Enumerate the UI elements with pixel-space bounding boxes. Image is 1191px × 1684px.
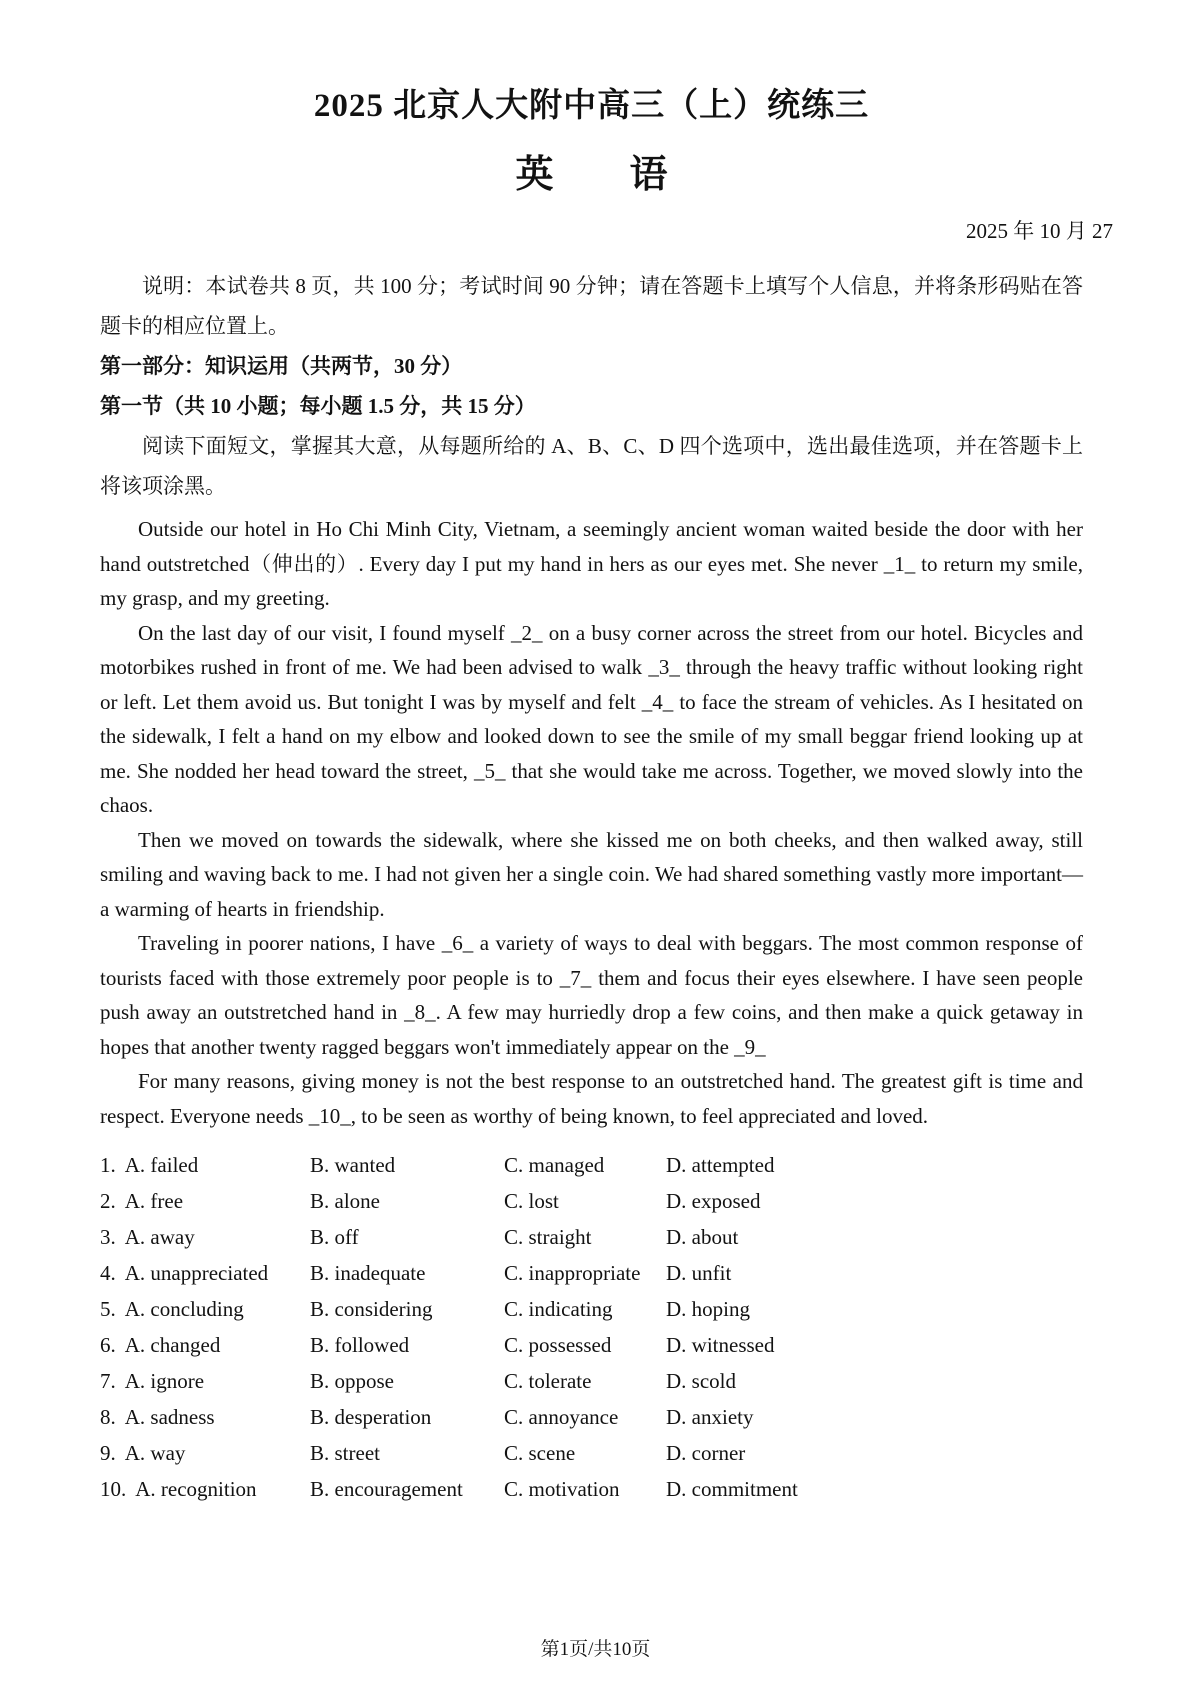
option-a: A. way <box>124 1441 186 1465</box>
question-row <box>100 1399 1083 1435</box>
part1-heading: 第一部分：知识运用（共两节，30 分） <box>100 354 463 378</box>
exam-date: 2025 年 10 月 27 <box>966 219 1113 243</box>
option-d: D. attempted <box>666 1153 775 1177</box>
question-number: 7. <box>100 1369 116 1393</box>
question-number: 1. <box>100 1153 116 1177</box>
option-c: C. annoyance <box>504 1405 619 1429</box>
option-d: D. corner <box>666 1441 746 1465</box>
option-c: C. lost <box>504 1189 559 1213</box>
option-a: A. changed <box>124 1333 221 1357</box>
question-row <box>100 1147 1083 1183</box>
passage-paragraph: Then we moved on towards the sidewalk, where she kissed me on both cheeks, and then walked away, still smiling and waving back to me. I had not given her a single coin. We had shared something vastly more important—a warming of hearts in friendship. <box>100 827 1083 921</box>
option-b: B. off <box>310 1225 359 1249</box>
option-c: C. straight <box>504 1225 592 1249</box>
question-cell-a <box>100 1399 310 1435</box>
question-list <box>100 1147 1083 1507</box>
option-b: B. street <box>310 1441 380 1465</box>
option-d: D. unfit <box>666 1261 732 1285</box>
question-number: 2. <box>100 1189 116 1213</box>
option-b: B. encouragement <box>310 1477 463 1501</box>
option-c: C. scene <box>504 1441 576 1465</box>
question-cell-a <box>100 1327 310 1363</box>
option-d: D. hoping <box>666 1297 750 1321</box>
option-b: B. inadequate <box>310 1261 426 1285</box>
question-row <box>100 1219 1083 1255</box>
option-d: D. anxiety <box>666 1405 754 1429</box>
option-c: C. motivation <box>504 1477 620 1501</box>
passage-paragraph: On the last day of our visit, I found myself _2_ on a busy corner across the street from our hotel. Bicycles and motorbikes rushed in front of me. We had been advised to walk _3_ through the heavy traffic without looking right or left. Let them avoid us. But tonight I was by myself and felt _4_ to face the stream of vehicles. As I hesitated on the sidewalk, I felt a hand on my elbow and looked down to see the smile of my small beggar friend looking up at me. She nodded her head toward the street, _5_ that she would take me across. Together, we moved slowly into the chaos. <box>100 620 1083 817</box>
option-b: B. wanted <box>310 1153 396 1177</box>
question-cell-a <box>100 1291 310 1327</box>
exam-notice: 说明：本试卷共 8 页，共 100 分；考试时间 90 分钟；请在答题卡上填写个人信息，并将条形码贴在答题卡的相应位置上。 <box>100 274 1083 338</box>
option-a: A. recognition <box>135 1477 257 1501</box>
passage-paragraph: For many reasons, giving money is not the best response to an outstretched hand. The greatest gift is time and respect. Everyone needs _10_, to be seen as worthy of being known, to feel appreciated and loved. <box>100 1069 1083 1128</box>
question-row <box>100 1435 1083 1471</box>
option-a: A. unappreciated <box>124 1261 269 1285</box>
question-cell-a <box>100 1183 310 1219</box>
question-cell-a <box>100 1363 310 1399</box>
passage <box>100 512 1083 1133</box>
option-a: A. concluding <box>124 1297 244 1321</box>
option-d: D. exposed <box>666 1189 761 1213</box>
option-b: B. considering <box>310 1297 433 1321</box>
question-cell-a <box>100 1255 310 1291</box>
question-cell-a <box>100 1219 310 1255</box>
option-c: C. inappropriate <box>504 1261 641 1285</box>
question-number: 6. <box>100 1333 116 1357</box>
option-a: A. failed <box>124 1153 199 1177</box>
question-number: 10. <box>100 1477 127 1501</box>
page-number: 第1页/共10页 <box>540 1639 651 1660</box>
question-number: 5. <box>100 1297 116 1321</box>
question-number: 4. <box>100 1261 116 1285</box>
question-row <box>100 1363 1083 1399</box>
question-cell-a <box>100 1435 310 1471</box>
option-b: B. oppose <box>310 1369 394 1393</box>
option-a: A. away <box>124 1225 195 1249</box>
option-b: B. alone <box>310 1189 380 1213</box>
question-row <box>100 1255 1083 1291</box>
passage-paragraph: Traveling in poorer nations, I have _6_ a variety of ways to deal with beggars. The most common response of tourists faced with those extremely poor people is to _7_ them and focus their eyes elsewhere. I have seen people push away an outstretched hand in _8_. A few may hurriedly drop a few coins, and then make a quick getaway in hopes that another twenty ragged beggars won't immediately appear on the _9_ <box>100 931 1083 1059</box>
option-b: B. desperation <box>310 1405 432 1429</box>
exam-title: 2025 北京人大附中高三（上）统练三 <box>313 88 870 124</box>
passage-paragraph: Outside our hotel in Ho Chi Minh City, Vietnam, a seemingly ancient woman waited beside the door with her hand outstretched（伸出的）. Every day I put my hand in hers as our eyes met. She never _1_ to return my smile, my grasp, and my greeting. <box>100 517 1083 610</box>
option-c: C. possessed <box>504 1333 612 1357</box>
option-a: A. ignore <box>124 1369 205 1393</box>
question-row <box>100 1183 1083 1219</box>
option-b: B. followed <box>310 1333 410 1357</box>
section1-heading: 第一节（共 10 小题；每小题 1.5 分，共 15 分） <box>100 394 536 418</box>
option-c: C. indicating <box>504 1297 613 1321</box>
option-d: D. commitment <box>666 1477 798 1501</box>
option-c: C. managed <box>504 1153 605 1177</box>
section1-directions: 阅读下面短文，掌握其大意，从每题所给的 A、B、C、D 四个选项中，选出最佳选项，并在答题卡上将该项涂黑。 <box>100 434 1083 498</box>
option-c: C. tolerate <box>504 1369 592 1393</box>
option-a: A. free <box>124 1189 184 1213</box>
question-number: 9. <box>100 1441 116 1465</box>
option-d: D. about <box>666 1225 739 1249</box>
question-cell-a <box>100 1147 310 1183</box>
exam-subject: 英 语 <box>515 154 668 196</box>
option-d: D. scold <box>666 1369 736 1393</box>
question-cell-a <box>100 1471 310 1507</box>
option-a: A. sadness <box>124 1405 215 1429</box>
option-d: D. witnessed <box>666 1333 775 1357</box>
question-number: 8. <box>100 1405 116 1429</box>
question-number: 3. <box>100 1225 116 1249</box>
question-row <box>100 1471 1083 1507</box>
question-row <box>100 1327 1083 1363</box>
question-row <box>100 1291 1083 1327</box>
